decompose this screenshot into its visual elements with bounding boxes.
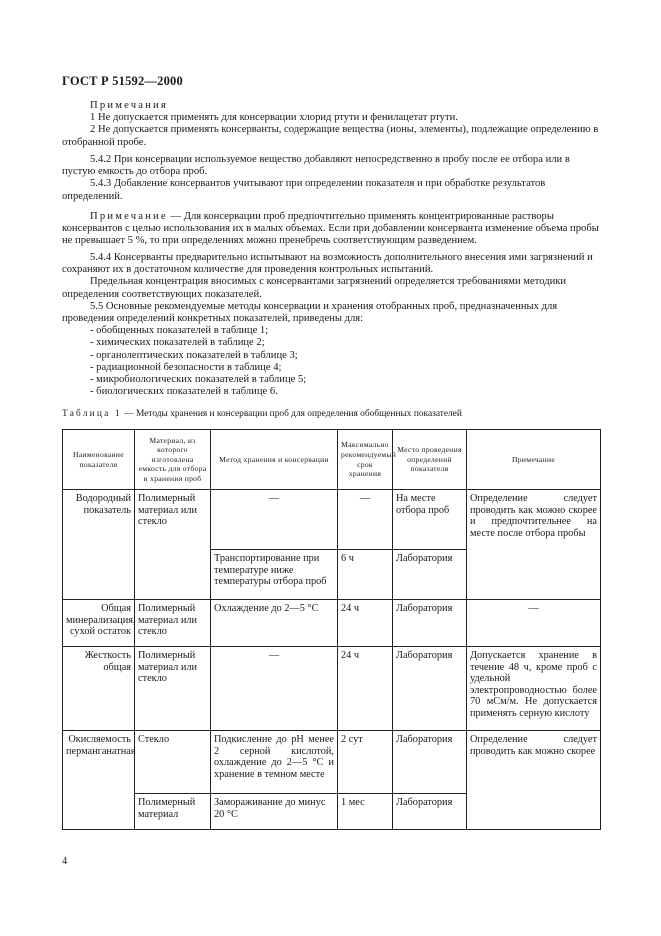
cell-method: Транспортирование при температуре ниже температуры отбора проб [211, 550, 338, 600]
paragraph-5-4-3: 5.4.3 Добавление консервантов учитывают при определении показателя и при обработке результатов определений. [62, 178, 546, 202]
cell-place: Лаборатория [393, 647, 467, 731]
paragraph-5-4-4: 5.4.4 Консерванты предварительно испытывают на возможность дополнительного внесения ими загрязнений и сохраняют их в достаточном количестве для проведения контрольных испытаний. [62, 252, 593, 276]
cell-material: Полимерный материал или стекло [135, 490, 211, 600]
table-1 [62, 429, 601, 830]
cell-material: Полимерный материал или стекло [135, 647, 211, 731]
cell-place: На месте отбора проб [393, 490, 467, 550]
cell-method: Охлаждение до 2—5 °С [211, 600, 338, 647]
cell-note: Допускается хранение в течение 48 ч, кроме проб с удельной электропроводностью более 70 мСм/м. Не допускается применять серную кислоту [467, 647, 601, 731]
header-method: Метод хранения и консервации [211, 430, 338, 490]
notes-block [62, 100, 600, 149]
cell-method: — [211, 647, 338, 731]
notes-heading: Примечания [90, 100, 168, 111]
cell-indicator: Окисляемость перманганатная [63, 731, 135, 830]
cell-method: — [211, 490, 338, 550]
cell-indicator: Общая минерализация, сухой остаток [63, 600, 135, 647]
table-header-row [63, 430, 601, 490]
list-item: - обобщенных показателей в таблице 1; [90, 325, 269, 337]
cell-indicator: Жесткость общая [63, 647, 135, 731]
header-note: Примечание [467, 430, 601, 490]
header-material: Материал, из которого изготовлена емкость для отбора и хранения проб [135, 430, 211, 490]
cell-note: Определение следует проводить как можно скорее и предпочтительнее на месте после отбора пробы [467, 490, 601, 600]
cell-place: Лаборатория [393, 731, 467, 794]
cell-material: Полимерный материал или стекло [135, 600, 211, 647]
cell-term: 6 ч [338, 550, 393, 600]
cell-term: 24 ч [338, 647, 393, 731]
header-place: Место проведения определений показателя [393, 430, 467, 490]
list-item: - радиационной безопасности в таблице 4; [90, 361, 282, 373]
cell-term: 24 ч [338, 600, 393, 647]
list-item: - микробиологических показателей в таблице 5; [90, 374, 307, 386]
page-number: 4 [62, 856, 68, 867]
paragraph-5-5: 5.5 Основные рекомендуемые методы консервации и хранения отобранных проб, предназначенных для проведения определений конкретных показателей, приведены для: [62, 300, 558, 325]
header-term: Максимально рекомендуемый срок хранения [338, 430, 393, 490]
list-item: - химических показателей в таблице 2; [90, 337, 265, 349]
table-caption-label: Таблица 1 [62, 409, 122, 419]
table-row [63, 731, 601, 794]
note-item-2: 2 Не допускается применять консерванты, содержащие вещества (ионы, элементы), подлежащие определению в отобранной пробе. [62, 124, 599, 148]
paragraph-limit: Предельная концентрация вносимых с консервантами загрязнений определяется требованиями методики определения соответствующих показателей. [62, 276, 567, 300]
cell-note: Определение следует проводить как можно скорее [467, 731, 601, 830]
table-row [63, 600, 601, 647]
table-row [63, 647, 601, 731]
header-indicator: Наименование показателя [63, 430, 135, 490]
cell-material: Стекло [135, 731, 211, 794]
cell-place: Лаборатория [393, 794, 467, 830]
cell-term: 1 мес [338, 794, 393, 830]
note-block-2 [62, 211, 600, 248]
document-header: ГОСТ Р 51592—2000 [62, 74, 183, 88]
cell-indicator: Водородный показатель [63, 490, 135, 600]
note-item-1: 1 Не допускается применять для консервации хлорид ртути и фенилацетат ртути. [90, 112, 458, 124]
cell-place: Лаборатория [393, 550, 467, 600]
cell-place: Лаборатория [393, 600, 467, 647]
paragraphs-block [62, 154, 600, 203]
list-item: - органолептических показателей в таблице 3; [90, 349, 298, 361]
cell-term: 2 сут [338, 731, 393, 794]
paragraphs-block-2 [62, 252, 600, 398]
cell-note: — [467, 600, 601, 647]
cell-term: — [338, 490, 393, 550]
cell-material: Полимерный материал [135, 794, 211, 830]
note-text: — Для консервации проб предпочтительно применять концентрированные растворы консервантов с целью использования их в малых объемах. Если при добавлении консерванта изменение объема пробы не превышает 5 %, то при определениях можно пренебречь соответствующим разведением. [62, 211, 599, 247]
table-caption-text: — Методы хранения и консервации проб для определения обобщенных показателей [121, 409, 462, 419]
cell-method: Замораживание до минус 20 °С [211, 794, 338, 830]
cell-method: Подкисление до рН менее 2 серной кислотой, охлаждение до 2—5 °С и хранение в темном месте [211, 731, 338, 794]
table-caption [62, 409, 462, 419]
paragraph-5-4-2: 5.4.2 При консервации используемое вещество добавляют непосредственно в пробу после ее отбора или в пустую емкость до отбора проб. [62, 154, 570, 178]
list-item: - биологических показателей в таблице 6. [90, 386, 278, 398]
note-label: Примечание [90, 211, 168, 222]
table-row [63, 490, 601, 550]
